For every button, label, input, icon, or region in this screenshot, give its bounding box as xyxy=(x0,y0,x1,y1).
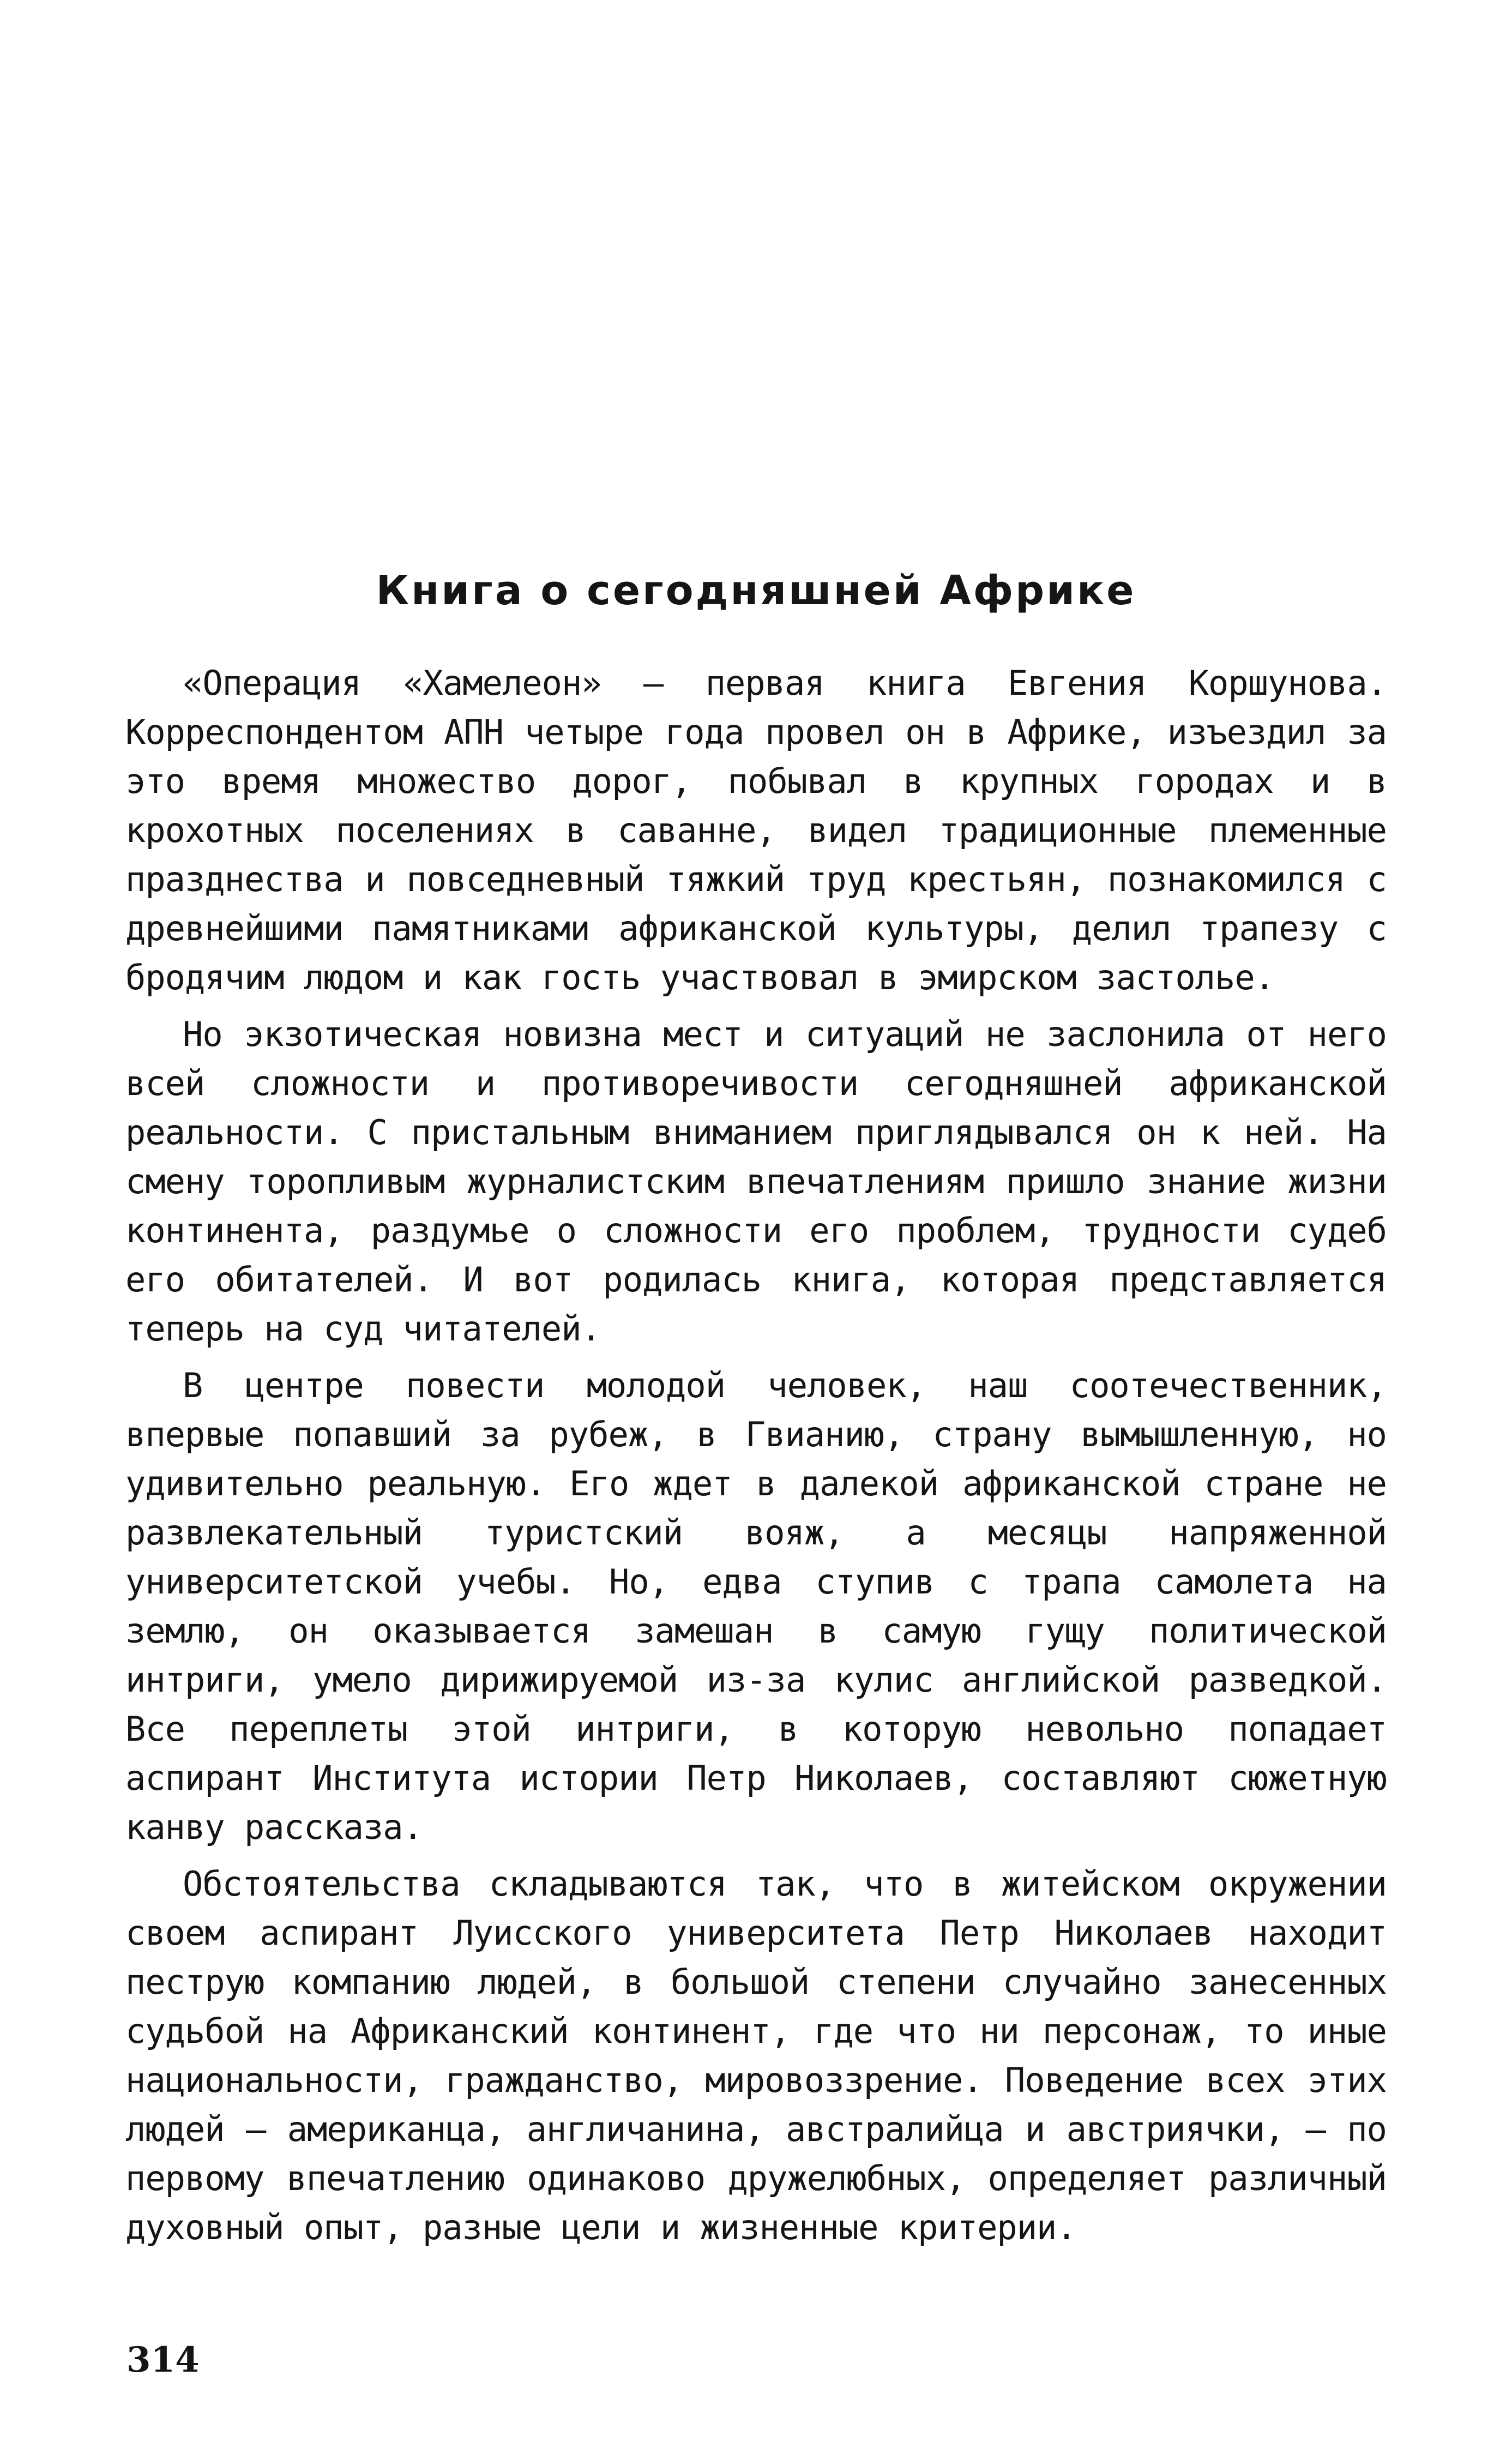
paragraph: Обстоятельства складываются так, что в житейском окружении своем аспирант Луисского университета Петр Николаев находит пеструю компанию людей, в большой степени случайно занесенных судьбой на Африканский континент, где что ни персонаж, то иные национальности, гражданство, мировоззрение. Поведение всех этих людей — американца, англичанина, австралийца и австриячки, — по первому впечатлению одинаково дружелюбных, определяет различный духовный опыт, разные цели и жизненные критерии. xyxy=(125,1864,1387,2247)
paragraph: «Операция «Хамелеон» — первая книга Евгения Коршунова. Корреспондентом АПН четыре года провел он в Африке, изъездил за это время множество дорог, побывал в крупных городах и в крохотных поселениях в саванне, видел традиционные племенные празднества и повседневный тяжкий труд крестьян, познакомился с древнейшими памятниками африканской культуры, делил трапезу с бродячим людом и как гость участвовал в эмирском застолье. xyxy=(125,663,1387,997)
chapter-title: Книга о сегодняшней Африке xyxy=(376,567,1136,614)
page-number: 314 xyxy=(126,2339,200,2380)
paragraph: В центре повести молодой человек, наш соотечественник, впервые попавший за рубеж, в Гвианию, страну вымышленную, но удивительно реальную. Его ждет в далекой африканской стране не развлекательный туристский вояж, а месяцы напряженной университетской учебы. Но, едва ступив с трапа самолета на землю, он оказывается замешан в самую гущу политической интриги, умело дирижируемой из-за кулис английской разведкой. Все переплеты этой интриги, в которую невольно попадает аспирант Института истории Петр Николаев, составляют сюжетную канву рассказа. xyxy=(125,1366,1387,1847)
paragraph: Но экзотическая новизна мест и ситуаций не заслонила от него всей сложности и противоречивости сегодняшней африканской реальности. С пристальным вниманием приглядывался он к ней. На смену торопливым журналистским впечатлениям пришло знание жизни континента, раздумье о сложности его проблем, трудности судеб его обитателей. И вот родилась книга, которая представляется теперь на суд читателей. xyxy=(125,1014,1387,1349)
body-text xyxy=(125,659,1387,2260)
